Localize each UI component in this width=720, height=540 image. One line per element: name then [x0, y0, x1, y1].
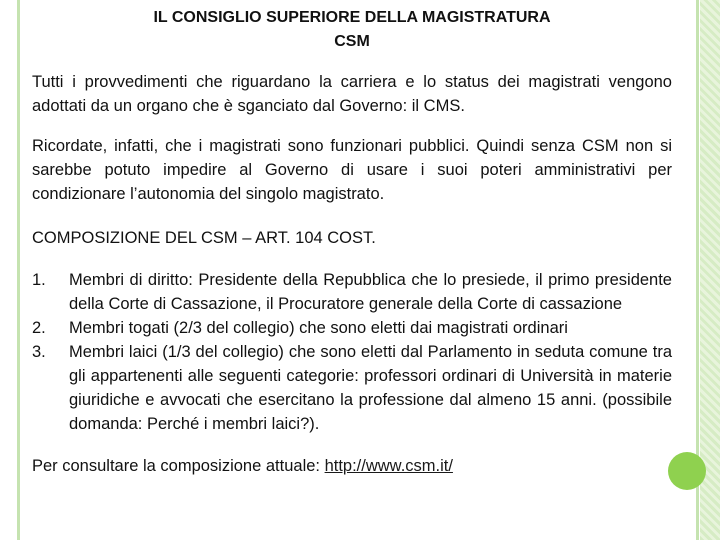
list-item	[32, 340, 672, 436]
footer-label: Per consultare la composizione attuale:	[32, 457, 325, 475]
csm-website-link[interactable]: http://www.csm.it/	[324, 457, 453, 475]
list-item	[32, 268, 672, 316]
title-line-2: CSM	[334, 33, 370, 50]
composition-list	[32, 268, 672, 436]
list-item	[32, 316, 672, 340]
list-number: 1.	[32, 271, 46, 289]
title-line-1: IL CONSIGLIO SUPERIORE DELLA MAGISTRATURA	[153, 9, 551, 26]
section-heading: COMPOSIZIONE DEL CSM – ART. 104 COST.	[32, 229, 376, 247]
paragraph-2: Ricordate, infatti, che i magistrati sono funzionari pubblici. Quindi senza CSM non si sarebbe potuto impedire al Governo di usare i suoi poteri amministrativi per condizionare l’autonomia del singolo magistrato.	[32, 137, 672, 203]
green-circle-decoration	[668, 452, 706, 490]
list-number: 3.	[32, 343, 46, 361]
slide-title	[32, 6, 672, 54]
list-text: Membri laici (1/3 del collegio) che sono eletti dal Parlamento in seduta comune tra gli appartenenti alle seguenti categorie: professori ordinari di Università in materie giuridiche e avvocati che esercitano la professione dal almeno 15 anni. (possibile domanda: Perché i membri laici?).	[69, 343, 672, 433]
decorative-border-pattern	[700, 0, 720, 540]
footer-line	[32, 454, 672, 478]
slide-content	[32, 6, 672, 478]
list-text: Membri togati (2/3 del collegio) che sono eletti dai magistrati ordinari	[69, 319, 568, 337]
list-number: 2.	[32, 319, 46, 337]
list-text: Membri di diritto: Presidente della Repubblica che lo presiede, il primo presidente della Corte di Cassazione, il Procuratore generale della Corte di cassazione	[69, 271, 672, 313]
paragraph-1: Tutti i provvedimenti che riguardano la carriera e lo status dei magistrati vengono adottati da un organo che è sganciato dal Governo: il CMS.	[32, 73, 672, 115]
